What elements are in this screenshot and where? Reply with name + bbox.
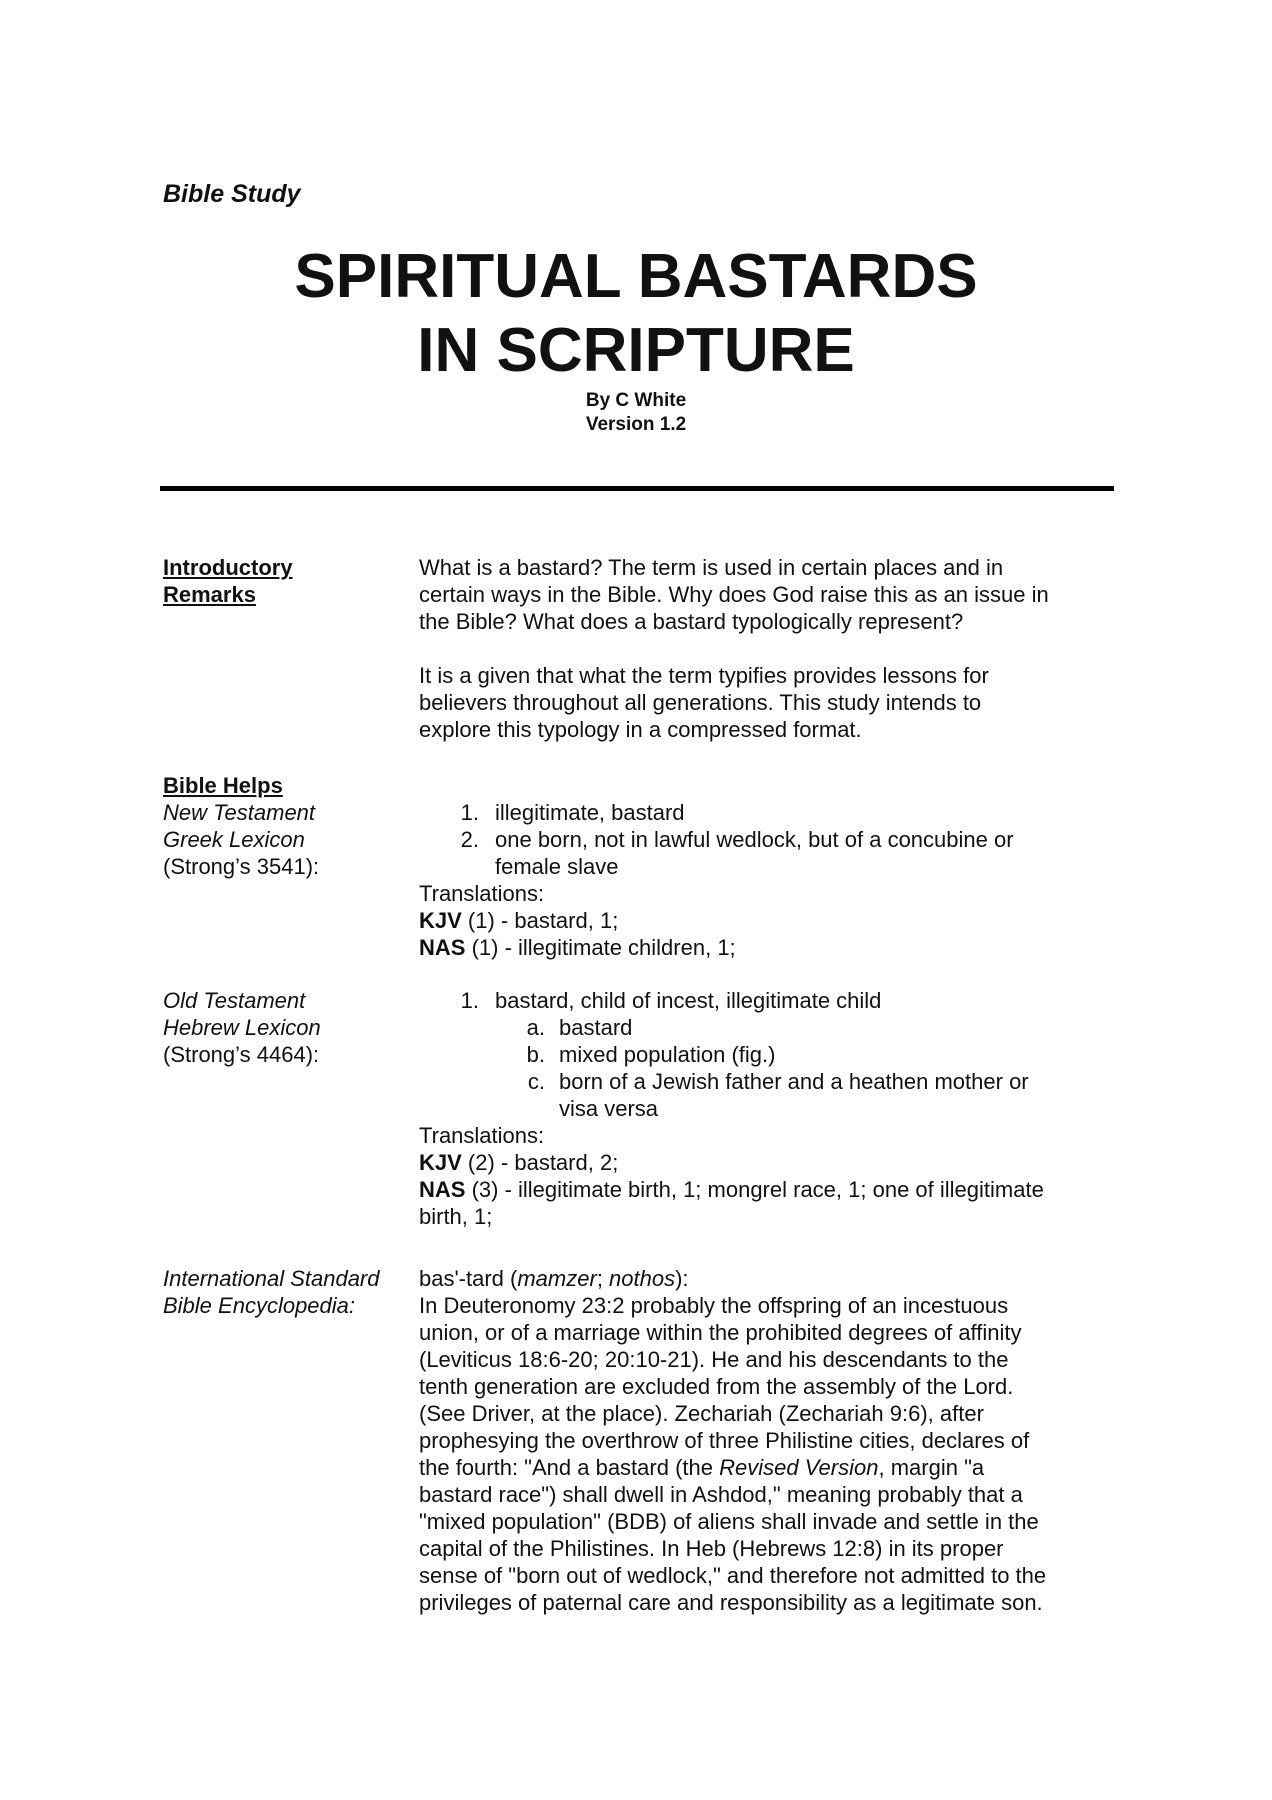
list-text-continuation: female slave [495, 854, 619, 879]
kjv-translation [419, 1149, 1114, 1176]
nas-translation [419, 1176, 1114, 1203]
text-line: (See Driver, at the place). Zechariah (Zechariah 9:6), after [419, 1401, 984, 1426]
author: By C White [585, 390, 687, 411]
text-line: sense of "born out of wedlock," and therefore not admitted to the [419, 1563, 1047, 1588]
sub-list-letter: b. [526, 1042, 545, 1067]
kjv-text: (1) - bastard, 1; [461, 908, 619, 933]
nas-label: NAS [419, 1177, 466, 1202]
nas-text: (3) - illegitimate birth, 1; mongrel race, 1; one of illegitimate [465, 1177, 1044, 1202]
label-line: Hebrew Lexicon [163, 1015, 321, 1040]
label-line: Greek Lexicon [163, 827, 305, 852]
text-line: the Bible? What does a bastard typologically represent? [419, 609, 964, 634]
list-number: 1. [460, 800, 479, 825]
nas-label: NAS [419, 935, 466, 960]
text-line: privileges of paternal care and responsibility as a legitimate son. [419, 1590, 1043, 1615]
list-item [419, 826, 1114, 853]
text-run: ; [596, 1266, 610, 1291]
sub-list-letter: c. [527, 1069, 545, 1094]
bible-helps-heading-text: Bible Helps [163, 773, 283, 798]
text-line: What is a bastard? The term is used in certain places and in [419, 555, 1004, 580]
intro-label [163, 554, 413, 608]
version-name: Revised Version [719, 1455, 879, 1480]
intro-paragraph-1 [419, 554, 1114, 635]
kjv-label: KJV [419, 908, 462, 933]
text-line: "mixed population" (BDB) of aliens shall invade and settle in the [419, 1509, 1039, 1534]
title-line-1: SPIRITUAL BASTARDS [294, 242, 978, 311]
list-item [419, 799, 1114, 826]
kjv-label: KJV [419, 1150, 462, 1175]
label-line: New Testament [163, 800, 316, 825]
greek-term: nothos [609, 1266, 676, 1291]
text-run: ): [675, 1266, 689, 1291]
sub-list-text: bastard [559, 1015, 633, 1040]
isbe-headword [419, 1265, 1114, 1292]
list-number: 2. [460, 827, 479, 852]
label-line: Old Testament [163, 988, 306, 1013]
label-line: Bible Encyclopedia: [163, 1293, 356, 1318]
text-line: It is a given that what the term typifies provides lessons for [419, 663, 989, 688]
nas-text-continuation: birth, 1; [419, 1204, 493, 1229]
label-line: (Strong’s 3541): [163, 854, 320, 879]
nt-lexicon-entry [419, 799, 1114, 961]
intro-label-line-1: Introductory [163, 555, 293, 580]
text-line: capital of the Philistines. In Heb (Hebrews 12:8) in its proper [419, 1536, 1004, 1561]
bible-helps-heading [163, 772, 413, 799]
intro-label-line-2: Remarks [163, 582, 256, 607]
ot-lexicon-entry [419, 987, 1114, 1230]
nt-lexicon-label [163, 799, 413, 880]
title-line-2: IN SCRIPTURE [417, 316, 855, 385]
label-line: (Strong’s 4464): [163, 1042, 320, 1067]
sub-list-letter: a. [526, 1015, 545, 1040]
text-run: the fourth: "And a bastard (the [419, 1455, 720, 1480]
list-text: one born, not in lawful wedlock, but of a concubine or [495, 827, 1014, 852]
label-line: International Standard [163, 1266, 380, 1291]
isbe-label [163, 1265, 413, 1319]
translations-label: Translations: [419, 881, 545, 906]
hebrew-term: mamzer [517, 1266, 597, 1291]
byline [0, 389, 1272, 437]
text-run: , margin "a [878, 1455, 985, 1480]
nas-translation [419, 934, 1114, 961]
nas-text: (1) - illegitimate children, 1; [465, 935, 736, 960]
version: Version 1.2 [585, 414, 687, 435]
text-line [419, 1454, 1114, 1481]
sub-list-item [419, 1041, 1114, 1068]
text-run: bas'-tard ( [419, 1266, 518, 1291]
text-line: union, or of a marriage within the prohibited degrees of affinity [419, 1320, 1022, 1345]
text-line: explore this typology in a compressed format. [419, 717, 862, 742]
ot-lexicon-label [163, 987, 413, 1068]
sub-list-item [419, 1014, 1114, 1041]
list-text: bastard, child of incest, illegitimate child [495, 988, 882, 1013]
intro-paragraph-2 [419, 662, 1114, 743]
kjv-translation [419, 907, 1114, 934]
text-line: prophesying the overthrow of three Philistine cities, declares of [419, 1428, 1030, 1453]
list-text: illegitimate, bastard [495, 800, 685, 825]
document-kicker: Bible Study [163, 180, 301, 208]
isbe-entry [419, 1265, 1114, 1616]
horizontal-rule [160, 486, 1114, 491]
page-title [0, 240, 1272, 388]
text-line: tenth generation are excluded from the assembly of the Lord. [419, 1374, 1014, 1399]
text-line: (Leviticus 18:6-20; 20:10-21). He and his descendants to the [419, 1347, 1009, 1372]
text-line: believers throughout all generations. This study intends to [419, 690, 982, 715]
sub-list-text: mixed population (fig.) [559, 1042, 776, 1067]
text-line: certain ways in the Bible. Why does God raise this as an issue in [419, 582, 1049, 607]
sub-list-text: born of a Jewish father and a heathen mother or [559, 1069, 1029, 1094]
translations-label: Translations: [419, 1123, 545, 1148]
text-line: bastard race") shall dwell in Ashdod," meaning probably that a [419, 1482, 1023, 1507]
text-line: In Deuteronomy 23:2 probably the offspring of an incestuous [419, 1293, 1009, 1318]
list-number: 1. [460, 988, 479, 1013]
sub-list-text-continuation: visa versa [559, 1096, 659, 1121]
sub-list-item [419, 1068, 1114, 1095]
kjv-text: (2) - bastard, 2; [461, 1150, 619, 1175]
list-item [419, 987, 1114, 1014]
